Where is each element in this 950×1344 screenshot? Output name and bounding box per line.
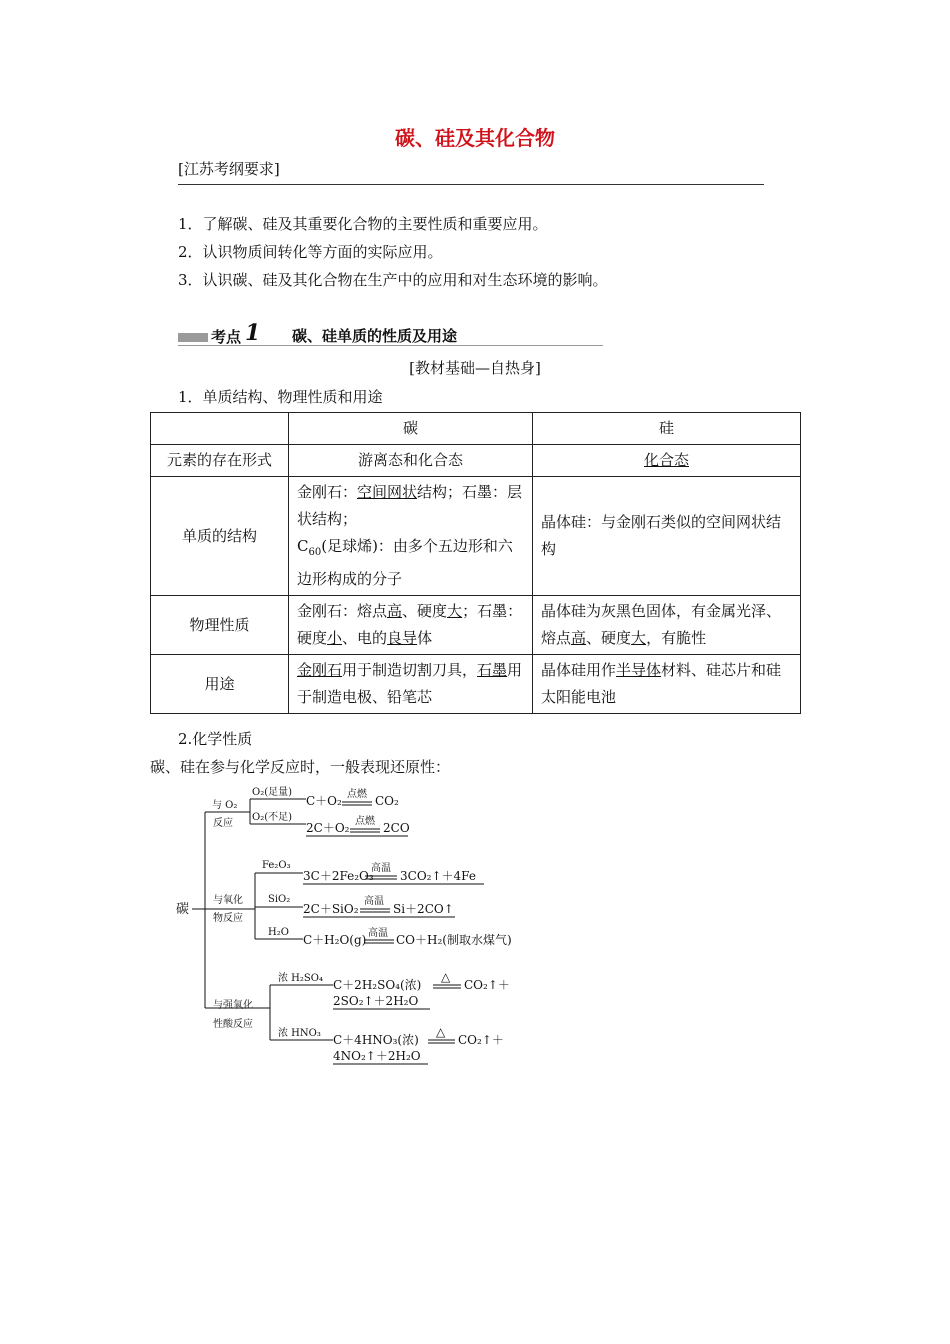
condition-label: 浓 HNO₃ [278, 1028, 321, 1039]
branch-label: 与 O₂ [212, 800, 238, 811]
text: ；石墨：硬度 [297, 602, 523, 647]
answer-text: 半导体 [616, 661, 662, 679]
equation-text: 2C＋O₂ [306, 821, 350, 835]
answer-text: 大 [447, 602, 463, 620]
table-cell: 游离态和化合态 [289, 445, 533, 477]
table-header: 硅 [533, 413, 801, 445]
text: 金刚石：熔点 [297, 602, 388, 620]
section-heading: 1．单质结构、物理性质和用途 [178, 388, 383, 406]
table-cell: 晶体硅：与金刚石类似的空间网状结构 [533, 477, 801, 596]
answer-text: 高 [571, 629, 587, 647]
kaodian-label: 考点 [211, 328, 242, 346]
text: 、硬度 [586, 629, 632, 647]
answer-text: 化合态 [643, 451, 689, 469]
kaodian-title: 碳、硅单质的性质及用途 [292, 327, 458, 345]
answer-text: 空间网状 [357, 483, 418, 501]
branch-label: 性酸反应 [213, 1019, 253, 1030]
kaodian-number: 1 [245, 320, 261, 346]
row-label: 物理性质 [151, 596, 289, 655]
condition-label: O₂(不足) [252, 812, 293, 823]
answer-text: 小 [327, 629, 343, 647]
subscript: 60 [308, 547, 322, 558]
text: 体 [417, 629, 433, 647]
table-header: 碳 [289, 413, 533, 445]
requirement-header: [江苏考纲要求] [178, 160, 280, 178]
row-label: 元素的存在形式 [151, 445, 289, 477]
condition-over: 高温 [368, 928, 388, 939]
condition-label: SiO₂ [268, 894, 291, 905]
text: 、电的 [342, 629, 388, 647]
equation-text: C＋2H₂SO₄(浓) [333, 978, 422, 992]
condition-over: △ [441, 970, 451, 984]
answer-text: 高 [387, 602, 403, 620]
equation-text: 3CO₂↑＋4Fe [400, 869, 476, 883]
text: 晶体硅用作 [541, 661, 617, 679]
answer-text: 金刚石 [297, 661, 343, 679]
equation-text: Si＋2CO↑ [393, 902, 454, 916]
condition-over: △ [436, 1025, 446, 1039]
condition-over: 点燃 [355, 816, 375, 827]
page-title: 碳、硅及其化合物 [395, 126, 555, 150]
branch-label: 与强氧化 [213, 1000, 253, 1011]
section-description: 碳、硅在参与化学反应时，一般表现还原性： [150, 758, 451, 776]
requirement-item: 3．认识碳、硅及其化合物在生产中的应用和对生态环境的影响。 [178, 271, 608, 289]
condition-label: 浓 H₂SO₄ [278, 973, 323, 984]
equation-text: CO₂↑＋ [458, 1033, 504, 1047]
text: 结构；石墨：层状结构； [297, 483, 523, 528]
answer-text: 良导 [387, 629, 418, 647]
branch-label: 与氧化 [213, 895, 243, 906]
equation-text: CO＋H₂(制取水煤气) [396, 933, 512, 947]
text: ，有脆性 [646, 629, 707, 647]
equation-text: CO₂↑＋ [464, 978, 510, 992]
text: 、硬度 [402, 602, 448, 620]
equation-text: 2C＋SiO₂ [303, 902, 359, 916]
branch-label: 反应 [213, 818, 233, 829]
equation-text: 4NO₂↑＋2H₂O [333, 1049, 421, 1063]
condition-over: 高温 [364, 896, 384, 907]
text: 用于制造切割刀具， [342, 661, 478, 679]
equation-text: C＋O₂ [306, 794, 342, 808]
subheading: [教材基础—自热身] [409, 359, 541, 377]
text: 晶体硅为灰黑色固体，有金属光泽、熔点 [541, 602, 782, 647]
answer-text: 石墨 [477, 661, 508, 679]
section-heading: 2.化学性质 [178, 730, 253, 748]
root-label: 碳 [176, 902, 190, 917]
equation-text: 2CO [383, 821, 410, 835]
text: C [297, 537, 309, 555]
text: 金刚石： [297, 483, 358, 501]
equation-text: CO₂ [375, 794, 399, 808]
requirement-item: 1．了解碳、硅及其重要化合物的主要性质和重要应用。 [178, 215, 548, 233]
equation-text: C＋H₂O(g) [303, 933, 367, 947]
answer-text: 大 [631, 629, 647, 647]
equation-text: C＋4HNO₃(浓) [333, 1033, 419, 1047]
condition-over: 点燃 [347, 789, 367, 800]
condition-label: H₂O [268, 927, 289, 938]
condition-over: 高温 [371, 863, 391, 874]
text: (足球烯)：由多个五边形和六边形构成的分子 [297, 537, 513, 588]
text: 用于制造电极、铅笔芯 [297, 661, 523, 706]
condition-label: O₂(足量) [252, 787, 293, 798]
row-label: 单质的结构 [151, 477, 289, 596]
equation-text: 2SO₂↑＋2H₂O [333, 994, 419, 1008]
condition-label: Fe₂O₃ [262, 860, 291, 871]
row-label: 用途 [151, 655, 289, 714]
equation-text: 3C＋2Fe₂O₃ [303, 869, 374, 883]
requirement-item: 2．认识物质间转化等方面的实际应用。 [178, 243, 443, 261]
branch-label: 物反应 [213, 913, 243, 924]
text: 材料、硅芯片和硅太阳能电池 [541, 661, 782, 706]
